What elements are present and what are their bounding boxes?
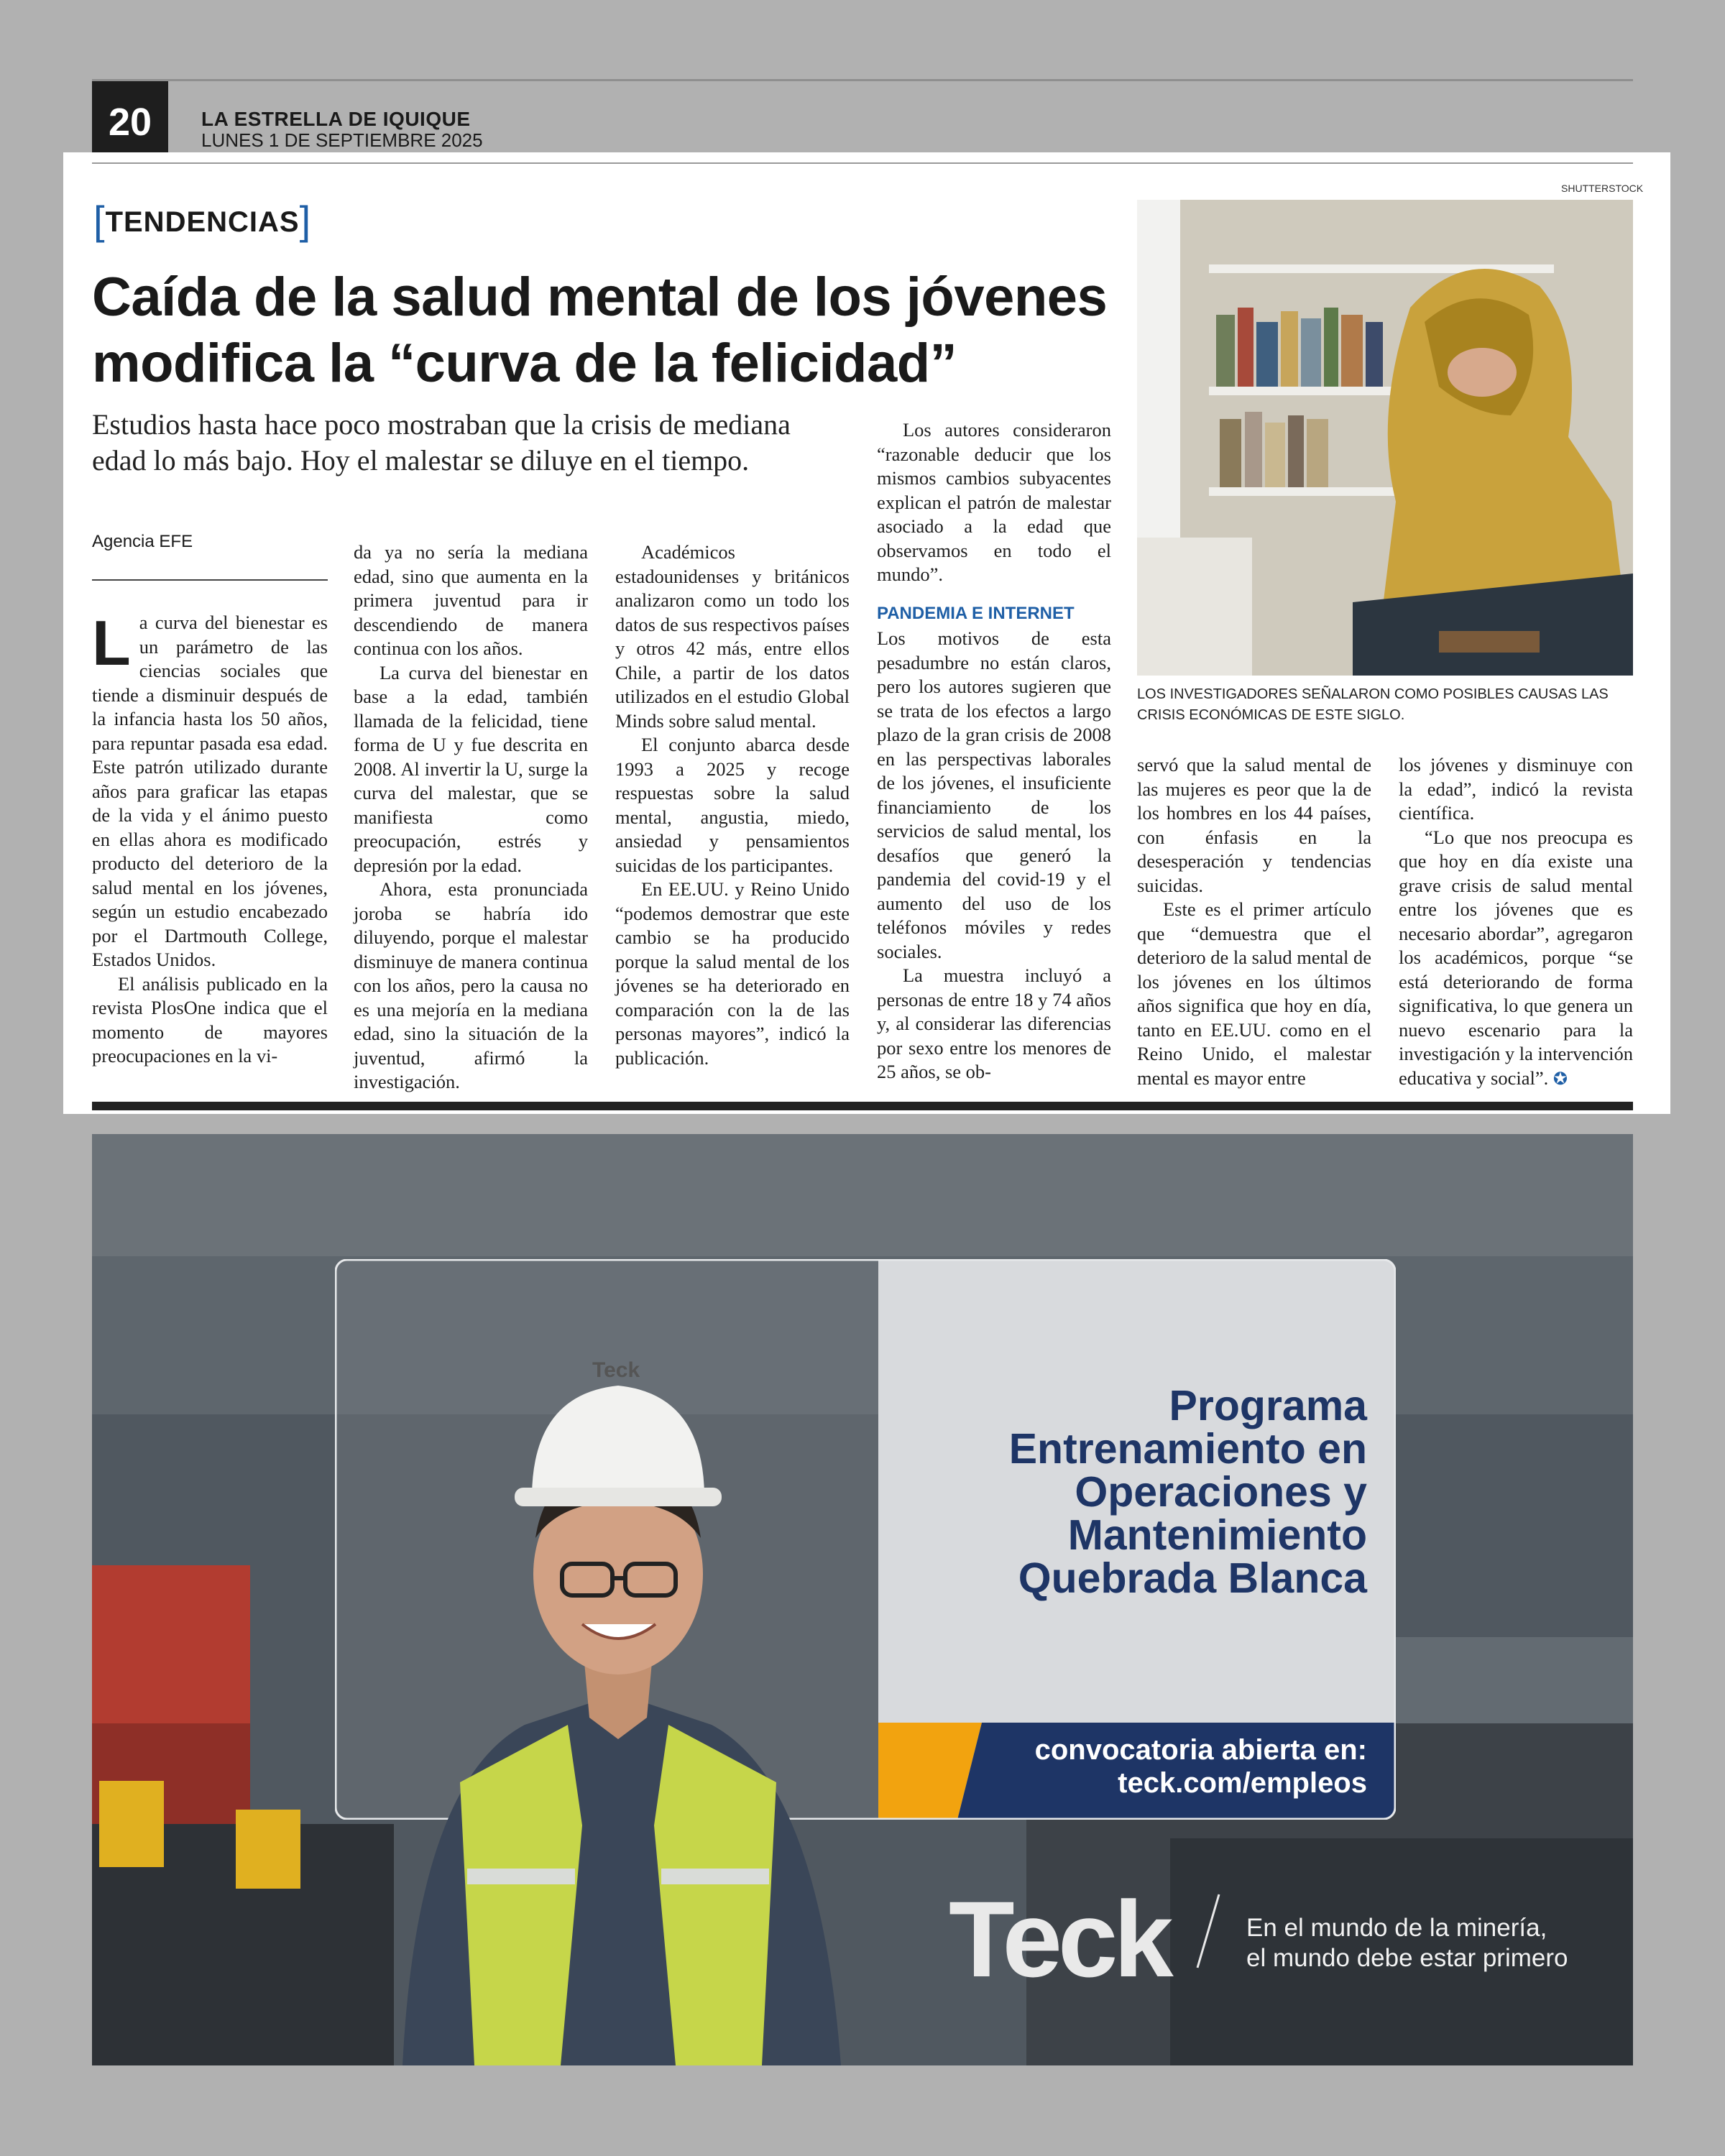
section-label-text: TENDENCIAS: [105, 206, 300, 238]
teck-logo: Teck: [949, 1879, 1169, 1999]
article-column-6: [1399, 753, 1633, 1091]
photo-credit: SHUTTERSTOCK: [1561, 183, 1644, 194]
paragraph: El conjunto abarca desde 1993 a 2025 y recoge respuestas sobre la salud mental, angustia, miedo, ansiedad y pensamientos suicidas de los participantes.: [615, 734, 850, 876]
masthead-rule: [92, 162, 1633, 164]
paragraph-text: “Lo que nos preocupa es que hoy en día existe una grave crisis de salud mental entre los jóvenes que es necesario abordar”, agregaron los académicos, porque “se está deteriorando de forma significativa, lo que genera un nuevo escenario para la investigación y la intervención educativa y social”.: [1399, 826, 1633, 1089]
newspaper-name: LA ESTRELLA DE IQUIQUE: [201, 108, 471, 130]
article-column-1: [92, 607, 328, 1069]
ad-title-line: Entrenamiento en: [1008, 1425, 1367, 1473]
paragraph: servó que la salud mental de las mujeres es peor que la de los hombres en los 44 países, con énfasis en la desesperación y tendencias suicidas.: [1137, 754, 1371, 896]
tagline-line: el mundo debe estar primero: [1246, 1944, 1568, 1972]
paragraph: Este es el primer artículo que “demuestra que el deterioro de la salud mental de los jóvenes en los últimos años significa que hoy en día, tanto en EE.UU. como en el Reino Unido, el malestar mental es mayor entre: [1137, 898, 1371, 1089]
paragraph: [92, 607, 328, 972]
deck: Estudios hasta hace poco mostraban que la crisis de mediana edad lo más bajo. Hoy el malestar se diluye en el tiempo.: [92, 408, 791, 476]
paragraph-text: a curva del bienestar es un parámetro de las ciencias sociales que tiende a disminuir después de la infancia hasta los 50 años, para repuntar pasada esa edad. Este patrón utilizado durante años para graficar las etapas de la vida y el ánimo puesto en ellas ahora es modificado producto del deterioro de la salud mental en los jóvenes, según un estudio encabezado por el Dartmouth College, Estados Unidos.: [92, 612, 328, 970]
ad-call-line: convocatoria abierta en:: [1034, 1734, 1367, 1766]
ad-title-line: Quebrada Blanca: [1018, 1554, 1367, 1602]
byline-rule: [92, 579, 328, 581]
article-bottom-rule: [92, 1102, 1633, 1110]
drop-cap: L: [92, 607, 131, 678]
ad-title-line: Mantenimiento: [1067, 1511, 1367, 1559]
ad-title-line: Operaciones y: [1075, 1468, 1367, 1516]
paragraph: En EE.UU. y Reino Unido “podemos demostrar que este cambio se ha producido porque la salud mental de los jóvenes se ha deteriorado en comparación con la de las personas mayores”, indicó la publicación.: [615, 878, 850, 1069]
paragraph: El análisis publicado en la revista PlosOne indica que el momento de mayores preocupaciones en la vi-: [92, 972, 328, 1067]
ad-program-title: [898, 1384, 1367, 1600]
byline: Agencia EFE: [92, 532, 193, 551]
photo-caption: LOS INVESTIGADORES SEÑALARON COMO POSIBLES CAUSAS LAS CRISIS ECONÓMICAS DE ESTE SIGLO.: [1137, 686, 1609, 723]
paragraph: Ahora, esta pronunciada joroba se habría ido diluyendo, porque el malestar disminuye de manera continua con los años, pero la causa no es una mejoría en la mediana edad, sino la situación de la juventud, afirmó la investigación.: [354, 878, 588, 1092]
article-column-3: [615, 540, 850, 1070]
paragraph: Los motivos de esta pesadumbre no están claros, pero los autores sugieren que se trata de los efectos a largo plazo de la gran crisis de 2008 en las perspectivas laborales de los jóvenes, el insuficiente financiamiento de los servicios de salud mental, los desafíos que generó la pandemia del covid-19 y el aumento del uso de los teléfonos móviles y redes sociales.: [877, 627, 1111, 962]
worker-figure: [374, 1322, 862, 2065]
ad-jobs-link[interactable]: teck.com/empleos: [1118, 1767, 1367, 1799]
ad-title-line: Programa: [1169, 1382, 1367, 1429]
ad-call-to-action: [898, 1733, 1367, 1800]
section-label: [TENDENCIAS]: [93, 198, 312, 243]
article-column-4: [877, 418, 1111, 1084]
paragraph: da ya no sería la mediana edad, sino que aumenta en la primera juventud para ir descendiendo de manera continua con los años.: [354, 541, 588, 659]
logo-divider: [1190, 1892, 1226, 1971]
article-photo: [1137, 200, 1633, 676]
paragraph: Los autores consideraron “razonable deducir que los mismos cambios subyacentes explican el patrón de malestar asociado a la edad que observamos en todo el mundo”.: [877, 419, 1111, 585]
article-column-5: [1137, 753, 1371, 1090]
paragraph: los jóvenes y disminuye con la edad”, indicó la revista científica.: [1399, 754, 1633, 824]
page-number: 20: [92, 81, 168, 163]
paragraph: [1399, 826, 1633, 1092]
paragraph: La curva del bienestar en base a la edad, también llamada de la felicidad, tiene forma de U y fue descrita en 2008. Al invertir la U, surge la curva del malestar, que se manifiesta como preocupación, estrés y depresión por la edad.: [354, 661, 588, 876]
end-of-article-icon: ✪: [1552, 1068, 1568, 1089]
top-rule: [92, 79, 1633, 81]
article-column-2: [354, 540, 588, 1095]
paragraph: Académicos estadounidenses y británicos analizaron como un todo los datos de sus respectivos países y otros 42 más, entre ellos Chile, a partir de los datos utilizados en el estudio Global Minds sobre salud mental.: [615, 541, 850, 732]
ad-tagline: [1246, 1913, 1568, 1973]
subheading: PANDEMIA E INTERNET: [877, 603, 1075, 623]
hooded-youth-illustration: [1137, 200, 1633, 676]
issue-date: LUNES 1 DE SEPTIEMBRE 2025: [201, 129, 483, 151]
tagline-line: En el mundo de la minería,: [1246, 1914, 1547, 1942]
paragraph: La muestra incluyó a personas de entre 18 y 74 años y, al considerar las diferencias por sexo entre los menores de 25 años, se ob-: [877, 964, 1111, 1082]
headline: Caída de la salud mental de los jóvenes modifica la “curva de la felicidad”: [92, 267, 1108, 394]
helmet-logo: Teck: [592, 1358, 640, 1382]
